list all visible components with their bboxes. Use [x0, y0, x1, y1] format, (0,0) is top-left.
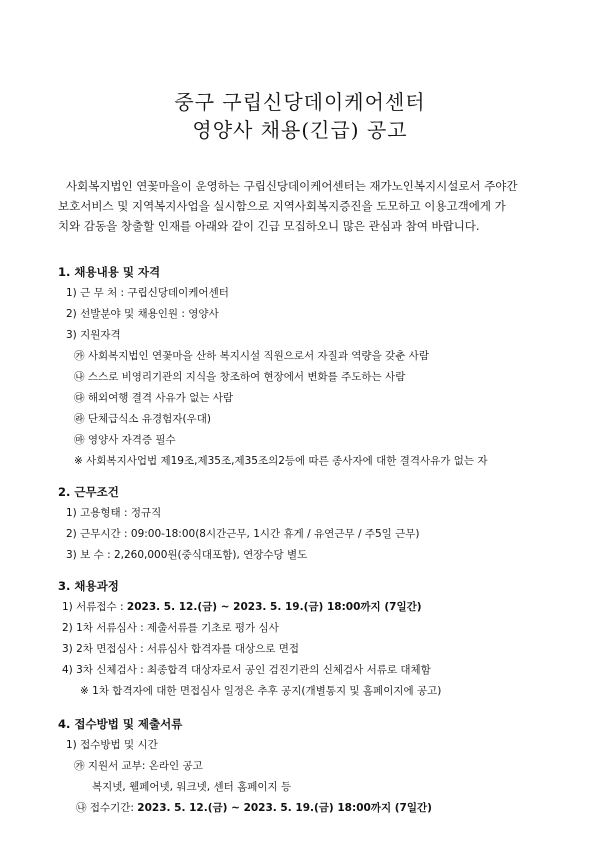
submission-period-label: ㉯ 접수기간:	[76, 802, 138, 814]
intro-line: 사회복지법인 연꽃마을이 운영하는 구립신당데이케어센터는 재가노인복지시설로서 주야간	[66, 179, 518, 193]
qualification-title: 3) 지원자격	[66, 329, 121, 341]
field-line: 2) 선발분야 및 채용인원 : 영양사	[66, 308, 219, 320]
qualification-item: ㉯ 스스로 비영리기관의 지식을 창조하여 현장에서 변화를 주도하는 사람	[74, 371, 406, 383]
process-step-2: 2) 1차 서류심사 : 제출서류를 기초로 평가 심사	[62, 622, 279, 634]
qualification-item: ㉲ 영양사 자격증 필수	[74, 434, 176, 446]
qualification-item: ㉮ 사회복지법인 연꽃마을 산하 복지시설 직원으로서 자질과 역량을 갖춘 사람	[74, 350, 429, 362]
work-hours-line: 2) 근무시간 : 09:00-18:00(8시간근무, 1시간 휴게 / 유연근무 / 주5일 근무)	[66, 528, 420, 540]
intro-line: 보호서비스 및 지역복지사업을 실시함으로 지역사회복지증진을 도모하고 이용고객에게 가	[58, 199, 506, 213]
qualification-note: ※ 사회복지사업법 제19조,제35조,제35조의2등에 따른 종사자에 대한 결격사유가 없는 자	[74, 455, 488, 467]
document-title: 중구 구립신당데이케어센터	[174, 90, 426, 114]
process-step-1-label: 1) 서류접수 :	[62, 601, 127, 613]
intro-paragraph	[58, 176, 548, 236]
submission-period: 2023. 5. 12.(금) ~ 2023. 5. 19.(금) 18:00까지 (7일간)	[137, 802, 432, 814]
application-period: 2023. 5. 12.(금) ~ 2023. 5. 19.(금) 18:00까지 (7일간)	[126, 601, 422, 613]
qualification-item: ㉱ 단체급식소 유경험자(우대)	[74, 413, 211, 425]
section-heading: 1. 채용내용 및 자격	[58, 265, 161, 279]
process-note: ※ 1차 합격자에 대한 면접심사 일정은 추후 공지(개별통지 및 홈페이지에 공고)	[80, 685, 442, 697]
qualification-item: ㉰ 해외여행 결격 사유가 없는 사람	[74, 392, 234, 404]
method-title: 1) 접수방법 및 시간	[66, 739, 158, 751]
intro-line: 치와 감동을 창출할 인재를 아래와 같이 긴급 모집하오니 많은 관심과 참여 바랍니다.	[58, 219, 480, 233]
process-step-1	[62, 599, 422, 614]
employment-type-line: 1) 고용형태 : 정규직	[66, 507, 162, 519]
section-heading: 3. 채용과정	[58, 579, 119, 593]
submission-period-line	[76, 800, 432, 815]
pay-line: 3) 보 수 : 2,260,000원(중식대포함), 연장수당 별도	[66, 549, 308, 561]
process-step-3: 3) 2차 면접심사 : 서류심사 합격자를 대상으로 면접	[62, 643, 300, 655]
form-sites-line: 복지넷, 웰페어넷, 워크넷, 센터 홈페이지 등	[92, 781, 292, 793]
form-distribution-line: ㉮ 지원서 교부: 온라인 공고	[74, 760, 203, 772]
section-heading: 2. 근무조건	[58, 485, 119, 499]
workplace-line: 1) 근 무 처 : 구립신당데이케어센터	[66, 287, 229, 299]
section-heading: 4. 접수방법 및 제출서류	[58, 717, 183, 731]
document-subtitle: 영양사 채용(긴급) 공고	[192, 118, 408, 142]
process-step-4: 4) 3차 신체검사 : 최종합격 대상자로서 공인 검진기관의 신체검사 서류로 대체함	[62, 664, 431, 676]
